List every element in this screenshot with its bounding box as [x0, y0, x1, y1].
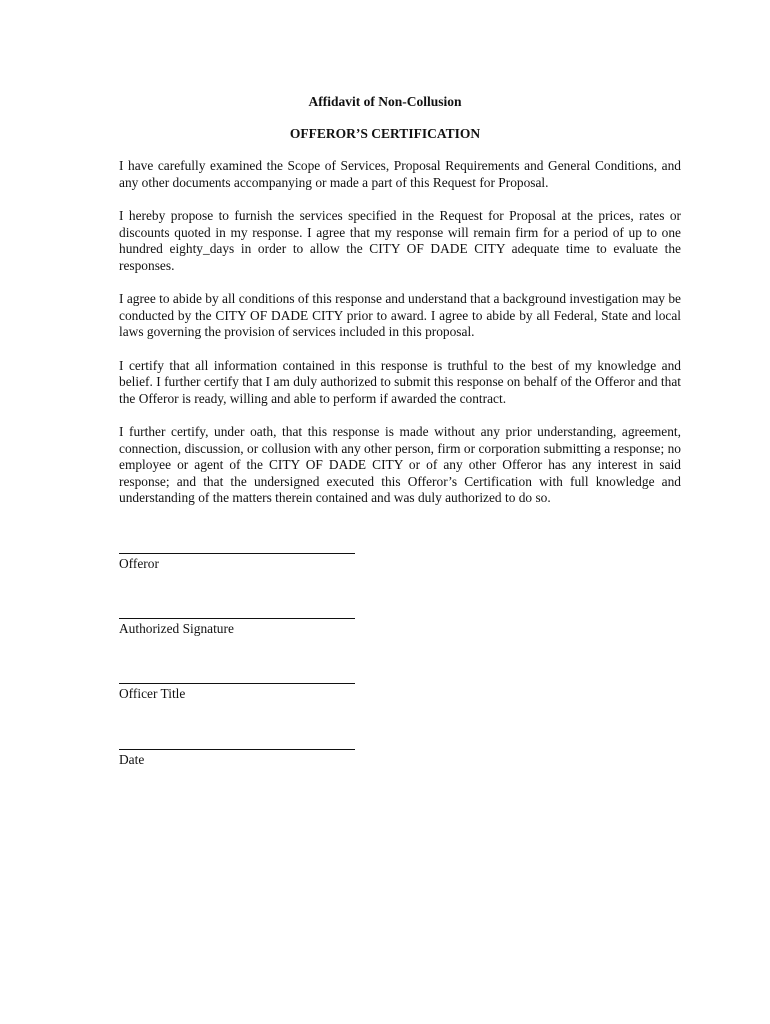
paragraph-truthfulness: I certify that all information contained in this response is truthful to the best of my knowledge and belief. I further certify that I am duly authorized to submit this response on behalf of the Offeror and that the Offeror is ready, willing and able to perform if awarded the contract.	[119, 357, 681, 406]
document-subtitle: OFFEROR’S CERTIFICATION	[289, 126, 481, 141]
date-line[interactable]	[119, 749, 355, 750]
officer-title-field[interactable]	[119, 683, 355, 702]
certification-body	[119, 158, 681, 524]
officer-title-label: Officer Title	[119, 686, 186, 701]
paragraph-proposal: I hereby propose to furnish the services specified in the Request for Proposal at the prices, rates or discounts quoted in my response. I agree that my response will remain firm for a period of up to one hundred eighty_days in order to allow the CITY OF DADE CITY adequate time to evaluate the responses.	[119, 208, 681, 273]
date-field[interactable]	[119, 749, 355, 768]
authorized-signature-line[interactable]	[119, 618, 355, 619]
date-label: Date	[119, 752, 145, 767]
offeror-signature-line[interactable]	[119, 553, 355, 554]
paragraph-examination: I have carefully examined the Scope of Services, Proposal Requirements and General Conditions, and any other documents accompanying or made a part of this Request for Proposal.	[119, 158, 681, 190]
offeror-label: Offeror	[119, 556, 159, 571]
document-title: Affidavit of Non-Collusion	[308, 94, 462, 109]
offeror-signature-field[interactable]	[119, 553, 355, 572]
paragraph-conditions: I agree to abide by all conditions of this response and understand that a background investigation may be conducted by the CITY OF DADE CITY prior to award. I agree to abide by all Federal, State and local laws governing the provision of services included in this proposal.	[119, 291, 681, 339]
authorized-signature-field[interactable]	[119, 618, 355, 637]
officer-title-line[interactable]	[119, 683, 355, 684]
paragraph-non-collusion: I further certify, under oath, that this response is made without any prior understanding, agreement, connection, discussion, or collusion with any other person, firm or corporation submitting a response; no employee or agent of the CITY OF DADE CITY or of any other Offeror has any interest in said response; and that the undersigned executed this Offeror’s Certification with full knowledge and understanding of the matters therein contained and was duly authorized to do so.	[119, 424, 681, 505]
authorized-signature-label: Authorized Signature	[119, 621, 234, 636]
